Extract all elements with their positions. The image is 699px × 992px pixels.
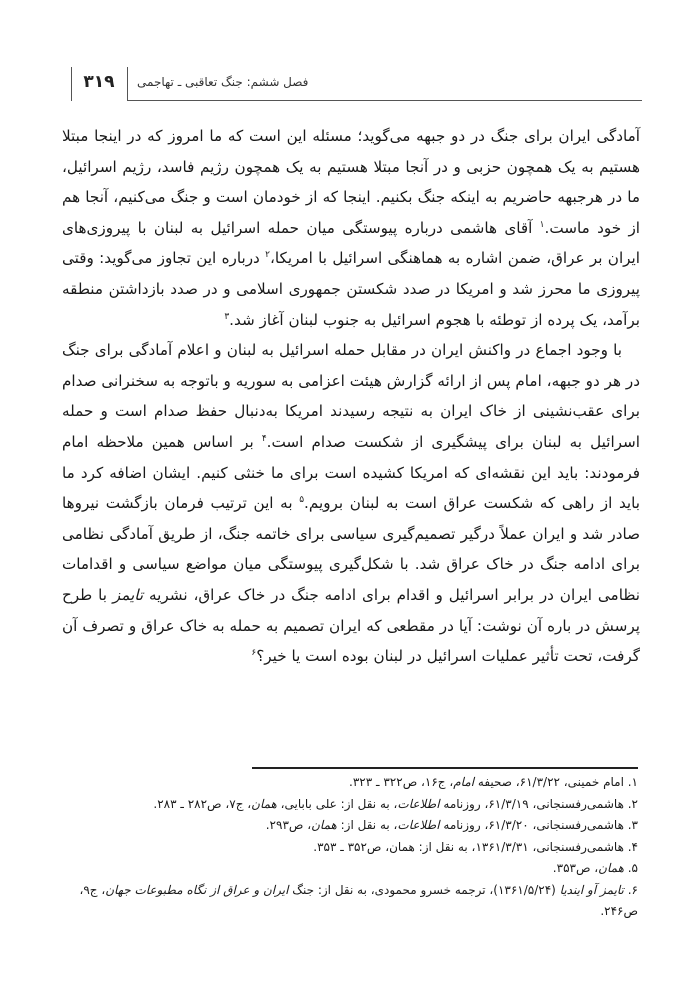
text-run: ۳. هاشمی‌رفسنجانی، ۶۱/۳/۲۰، روزنامه (439, 818, 638, 832)
text-run: ۱. امام خمینی، ۶۱/۳/۲۲، صحیفه (474, 775, 638, 789)
text-run: ، ج۹، ص۲۴۶. (79, 882, 638, 918)
text-run: درباره این تجاوز می‌گوید: وقتی پیروزی ما محرز شد و امریکا در صدد شکستن جمهوری اسلامی و در صدد بازداشتن منطقه برآمد، یک پرده از توطئه با هجوم اسرائیل به جنوب لبنان آغاز شد. (62, 249, 640, 329)
footnote (62, 794, 638, 816)
footnote-reference[interactable]: ۳ (224, 311, 230, 322)
footnote (62, 772, 638, 794)
footnote-reference[interactable]: ۱ (539, 219, 545, 230)
text-run: ۲. هاشمی‌رفسنجانی، ۶۱/۳/۱۹، روزنامه (439, 796, 638, 811)
text-run: ۵. (623, 861, 638, 875)
footnote-reference[interactable]: ۶ (251, 648, 257, 659)
header-underline (127, 100, 642, 101)
main-text (62, 121, 640, 672)
italic-title: تایمز (112, 585, 144, 604)
italic-title: امام (453, 775, 475, 789)
italic-title: همان (311, 818, 337, 832)
text-run: ، به نقل از: (336, 818, 398, 832)
italic-title: ایران و عراق از نگاه مطبوعات جهان (105, 882, 289, 897)
paragraph (62, 335, 640, 672)
footnote-reference[interactable]: ۲ (265, 250, 270, 261)
text-run: آمادگی ایران برای جنگ در دو جبهه می‌گوید؛ مسئله این است که ما امروز که در اینجا مبتلا هستیم به یک همچون حزبی و در آنجا مبتلا هستیم به یک همچون رژیم فاسد، رژیم اسرائیل، ما در هرجبهه حاضریم به اینکه جنگ بکنیم. اینجا که از خودمان است و جنگ می‌کنیم، آنجا هم از خود ماست. (62, 127, 640, 237)
paragraph (62, 121, 640, 335)
text-run: ، ج۱۶، ص۳۲۲ ـ ۳۲۳. (349, 775, 454, 789)
text-run: (۱۳۶۱/۵/۲۴)، ترجمه خسرو محمودی، به نقل از: جنگ (288, 882, 560, 897)
italic-title: تایمز آو ایندیا (559, 882, 624, 897)
text-run: آقای هاشمی درباره پیوستگی میان حمله اسرائیل به لبنان با پیروزی‌های ایران بر عراق، ضمن اشاره به هماهنگی اسرائیل با امریکا، (62, 218, 640, 268)
running-header (71, 67, 642, 101)
italic-title: اطلاعات (397, 796, 440, 811)
italic-title: اطلاعات (397, 818, 440, 832)
header-rule-left (71, 67, 72, 101)
text-run: بر اساس همین ملاحظه امام فرمودند: باید این نقشه‌ای که امریکا کشیده است برای ما خنثی کنیم. ایشان اضافه کرد ما باید از راهی که شکست عراق است به لبنان برویم. (62, 432, 641, 513)
text-run: ۴. هاشمی‌رفسنجانی، ۱۳۶۱/۳/۳۱، به نقل از: همان، ص۳۵۲ ـ ۳۵۳. (313, 839, 638, 854)
text-run: ، ص۳۵۳. (552, 861, 599, 875)
text-run: ، به نقل از: علی بابایی، (276, 796, 398, 811)
page-number: ۳۱۹ (83, 72, 115, 92)
text-run: ، ج۷، ص۲۸۲ ـ ۲۸۳. (153, 796, 252, 811)
footnote (62, 858, 638, 880)
footnote-separator (252, 767, 638, 769)
text-run: به این ترتیب فرمان بازگشت نیروها صادر شد و ایران عملاً درگیر تصمیم‌گیری سیاسی برای خاتمه جنگ، از طریق آمادگی نظامی برای ادامه جنگ در خاک عراق شد. با شکل‌گیری پیوستگی میان مواضع سیاسی و اقدامات نظامی ایران در برابر اسرائیل و اقدام برای ادامه جنگ در خاک عراق، نشریه (62, 494, 641, 604)
text-run: با طرح پرسش در باره آن نوشت: آیا در مقطعی که ایران تصمیم به حمله به خاک عراق و تصرف آن گرفت، تحت تأثیر عملیات اسرائیل در لبنان بوده است یا خیر؟ (62, 585, 640, 666)
italic-title: همان (598, 861, 624, 875)
footnote-reference[interactable]: ۴ (261, 433, 267, 444)
italic-title: همان (251, 796, 277, 811)
footnotes (62, 772, 638, 923)
header-rule-divider (127, 67, 128, 101)
footnote (62, 880, 638, 923)
footnote-reference[interactable]: ۵ (299, 495, 305, 506)
running-title: فصل ششم: جنگ تعاقبی ـ تهاجمی (137, 75, 309, 89)
footnote (62, 837, 638, 859)
text-run: ۶. (623, 882, 638, 897)
text-run: با وجود اجماع در واکنش ایران در مقابل حمله اسرائیل به لبنان و اعلام آمادگی برای جنگ در هر دو جبهه، امام پس از ارائه گزارش هیئت اعزامی به سوریه و باتوجه به سخنرانی صدام برای عقب‌نشینی از خاک ایران به نتیجه رسیدند امریکا به‌دنبال حفظ صدام است و حمله اسرائیل به لبنان برای پیشگیری از شکست صدام است. (62, 341, 640, 451)
text-run: ، ص۲۹۳. (265, 818, 312, 832)
footnote (62, 815, 638, 837)
